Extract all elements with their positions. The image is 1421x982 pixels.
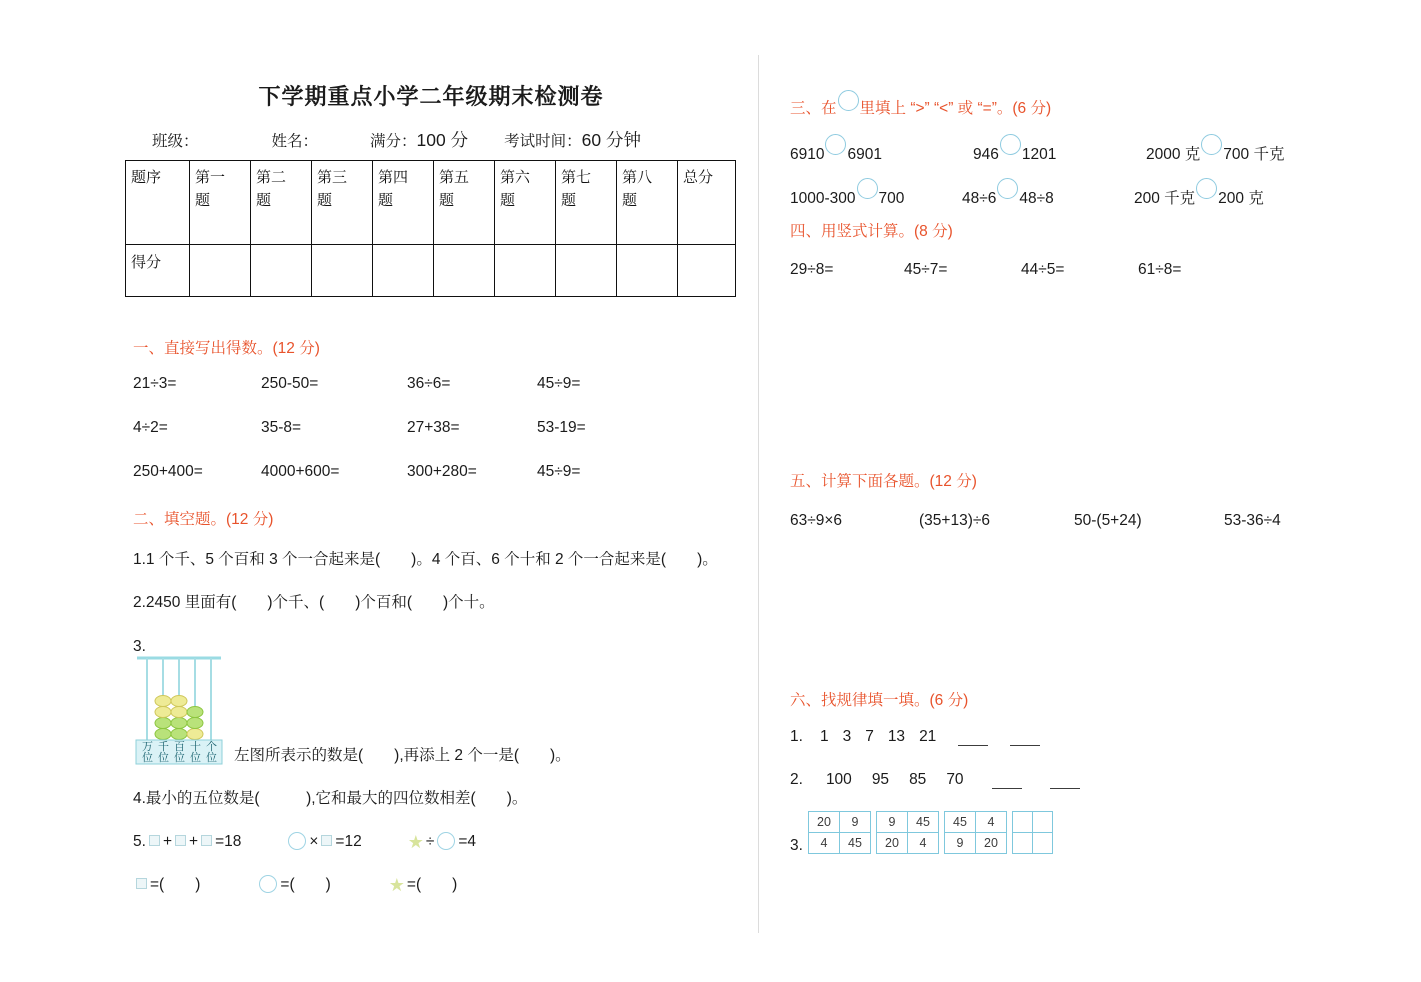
square-shape-icon <box>201 835 212 846</box>
section-3-heading-post: 里填上 “>” “<” 或 “=”。(6 分) <box>859 100 1052 117</box>
exam-time-label: 考试时间： <box>504 133 582 150</box>
table-cell: 45 <box>840 833 871 854</box>
score-cell <box>251 245 312 297</box>
comparison-pair <box>790 134 882 166</box>
compare-left: 946 <box>973 146 999 163</box>
comparison-pair <box>973 134 1056 166</box>
square-shape-icon <box>321 835 332 846</box>
plus-sign: + <box>162 833 172 850</box>
score-cell <box>678 245 736 297</box>
sequence-number: 21 <box>919 728 937 745</box>
problem: 300+280= <box>407 463 477 480</box>
compare-right: 6901 <box>847 146 882 163</box>
score-cell <box>617 245 678 297</box>
table-cell-empty <box>1033 833 1053 854</box>
table-cell: 9 <box>877 812 908 833</box>
pattern-item-1 <box>790 728 1040 746</box>
section-4-problems <box>790 261 1290 279</box>
circle-shape-icon <box>259 875 277 893</box>
score-table-col-2: 第二题 <box>251 161 312 245</box>
comparison-circle-icon <box>838 90 859 111</box>
abacus-image <box>133 652 225 771</box>
pattern-item-3-tables <box>808 811 1053 854</box>
table-cell: 9 <box>945 833 976 854</box>
problem: 35-8= <box>261 419 302 436</box>
star-shape-icon: ★ <box>388 875 405 895</box>
class-label: 班级： <box>152 133 199 150</box>
answer-blank: =( ) <box>406 876 458 893</box>
score-table-col-1: 第一题 <box>190 161 251 245</box>
table-cell: 20 <box>877 833 908 854</box>
circle-shape-icon <box>437 832 455 850</box>
compare-right: 200 克 <box>1218 190 1264 207</box>
section-4-heading: 四、用竖式计算。(8 分) <box>790 223 953 240</box>
score-table-total: 总分 <box>678 161 736 245</box>
sequence-number: 13 <box>887 728 906 745</box>
section-5-heading: 五、计算下面各题。(12 分) <box>790 473 977 490</box>
product-result: =12 <box>335 833 362 850</box>
pattern-item-2 <box>790 771 1080 789</box>
full-score <box>370 130 469 150</box>
section-3-heading <box>790 90 1051 118</box>
table-cell-empty <box>1013 812 1033 833</box>
sequence-number: 7 <box>865 728 874 745</box>
exam-time <box>504 130 641 150</box>
abacus-label-row-2: 位位位位位 <box>142 752 222 764</box>
full-score-value: 100 分 <box>416 130 469 150</box>
square-shape-icon <box>175 835 186 846</box>
compare-left: 1000-300 <box>790 190 856 207</box>
exam-time-value: 60 分钟 <box>581 130 641 150</box>
table-cell: 4 <box>976 812 1007 833</box>
star-shape-icon: ★ <box>407 832 424 852</box>
compare-right: 48÷8 <box>1019 190 1054 207</box>
problem: 61÷8= <box>1138 261 1182 278</box>
comparison-pair <box>1146 134 1284 166</box>
compare-right: 700 <box>878 190 905 207</box>
compare-right: 1201 <box>1021 146 1057 163</box>
compare-left: 6910 <box>790 146 825 163</box>
sequence-number: 3 <box>842 728 852 745</box>
pattern-table-empty <box>1012 811 1053 854</box>
fill-blank-item-3-text: 左图所表示的数是( ),再添上 2 个一是( )。 <box>234 747 571 764</box>
answer-blank-line <box>1010 729 1040 746</box>
problem: 45÷9= <box>537 463 581 480</box>
sequence-number: 100 <box>825 771 852 788</box>
fill-blank-item-3-number: 3. <box>133 638 146 655</box>
problem: 45÷9= <box>537 375 581 392</box>
table-cell: 20 <box>976 833 1007 854</box>
pattern-table-2 <box>876 811 939 854</box>
comparison-pair <box>790 178 904 210</box>
name-label: 姓名： <box>271 133 319 150</box>
fill-blank-item-1: 1.1 个千、5 个百和 3 个一合起来是( )。4 个百、6 个十和 2 个一合起来是( )。 <box>133 551 718 568</box>
problem: 21÷3= <box>133 375 177 392</box>
problem: 53-36÷4 <box>1224 512 1281 529</box>
square-shape-icon <box>136 878 147 889</box>
section-3-heading-pre: 三、在 <box>790 100 837 117</box>
problem: 27+38= <box>407 419 460 436</box>
quotient-result: =4 <box>458 833 477 850</box>
problem: 44÷5= <box>1021 261 1065 278</box>
score-table <box>125 160 736 297</box>
full-score-label: 满分： <box>370 133 417 150</box>
table-cell: 45 <box>945 812 976 833</box>
page-title: 下学期重点小学二年级期末检测卷 <box>258 84 604 109</box>
section-2-heading: 二、填空题。(12 分) <box>133 511 274 528</box>
problem: 53-19= <box>537 419 586 436</box>
problem: 29÷8= <box>790 261 834 278</box>
table-cell: 4 <box>809 833 840 854</box>
section-1-row-2 <box>133 419 678 437</box>
fill-blank-item-4: 4.最小的五位数是( ),它和最大的四位数相差( )。 <box>133 790 528 807</box>
score-table-col-3: 第三题 <box>312 161 373 245</box>
table-cell: 20 <box>809 812 840 833</box>
comparison-circle-icon <box>857 178 878 199</box>
comparison-pair <box>1134 178 1264 210</box>
answer-blank: =( ) <box>150 876 201 893</box>
table-cell-empty <box>1033 812 1053 833</box>
fill-blank-item-5-answers <box>133 873 457 897</box>
score-table-col-7: 第七题 <box>556 161 617 245</box>
fill-blank-item-5 <box>133 830 476 854</box>
item-number: 2. <box>790 771 803 788</box>
section-1-row-1 <box>133 375 678 393</box>
table-cell: 4 <box>908 833 939 854</box>
divide-sign: ÷ <box>425 833 435 850</box>
score-cell <box>495 245 556 297</box>
compare-right: 700 千克 <box>1223 146 1285 163</box>
compare-left: 2000 克 <box>1146 146 1201 163</box>
comparison-circle-icon <box>825 134 846 155</box>
section-5-problems <box>790 512 1350 530</box>
problem: 250+400= <box>133 463 203 480</box>
sequence-number: 85 <box>909 771 927 788</box>
problem: 4÷2= <box>133 419 168 436</box>
score-table-col-6: 第六题 <box>495 161 556 245</box>
exam-info-line <box>152 129 641 153</box>
item-number: 5. <box>133 833 146 850</box>
section-1-heading: 一、直接写出得数。(12 分) <box>133 340 320 357</box>
sum-result: =18 <box>215 833 242 850</box>
plus-sign: + <box>189 833 199 850</box>
answer-blank-line <box>992 772 1022 789</box>
times-sign: × <box>309 833 319 850</box>
circle-shape-icon <box>288 832 306 850</box>
sequence-number: 1 <box>819 728 829 745</box>
abacus-label-row-1: 万千百十个 <box>142 741 222 753</box>
pattern-item-3-number: 3. <box>790 837 803 854</box>
pattern-table-3 <box>944 811 1007 854</box>
sequence-number: 70 <box>946 771 964 788</box>
compare-left: 200 千克 <box>1134 190 1196 207</box>
comparison-circle-icon <box>997 178 1018 199</box>
score-cell <box>312 245 373 297</box>
section-1-row-3 <box>133 463 678 481</box>
score-cell <box>373 245 434 297</box>
answer-blank: =( ) <box>280 876 331 893</box>
comparison-pair <box>962 178 1054 210</box>
score-table-header-row <box>126 161 736 245</box>
problem: 250-50= <box>261 375 319 392</box>
square-shape-icon <box>149 835 160 846</box>
problem: 45÷7= <box>904 261 948 278</box>
comparison-circle-icon <box>1201 134 1222 155</box>
score-table-score-row <box>126 245 736 297</box>
table-cell: 9 <box>840 812 871 833</box>
pattern-table-1 <box>808 811 871 854</box>
comparison-circle-icon <box>1000 134 1021 155</box>
item-number: 1. <box>790 728 803 745</box>
problem: 63÷9×6 <box>790 512 843 529</box>
sequence-number: 95 <box>871 771 890 788</box>
score-label: 得分 <box>126 245 190 297</box>
score-cell <box>190 245 251 297</box>
table-cell: 45 <box>908 812 939 833</box>
abacus-svg <box>133 652 225 766</box>
problem: (35+13)÷6 <box>919 512 990 529</box>
answer-blank-line <box>958 729 988 746</box>
comparison-circle-icon <box>1196 178 1217 199</box>
section-6-heading: 六、找规律填一填。(6 分) <box>790 692 969 709</box>
score-table-col-4: 第四题 <box>373 161 434 245</box>
score-table-col-5: 第五题 <box>434 161 495 245</box>
score-table-col-8: 第八题 <box>617 161 678 245</box>
score-table-corner: 题序 <box>126 161 190 245</box>
table-cell-empty <box>1013 833 1033 854</box>
problem: 50-(5+24) <box>1074 512 1142 529</box>
column-divider <box>758 55 759 933</box>
score-cell <box>556 245 617 297</box>
fill-blank-item-2: 2.2450 里面有( )个千、( )个百和( )个十。 <box>133 594 495 611</box>
answer-blank-line <box>1050 772 1080 789</box>
problem: 4000+600= <box>261 463 340 480</box>
score-cell <box>434 245 495 297</box>
problem: 36÷6= <box>407 375 451 392</box>
compare-left: 48÷6 <box>962 190 997 207</box>
